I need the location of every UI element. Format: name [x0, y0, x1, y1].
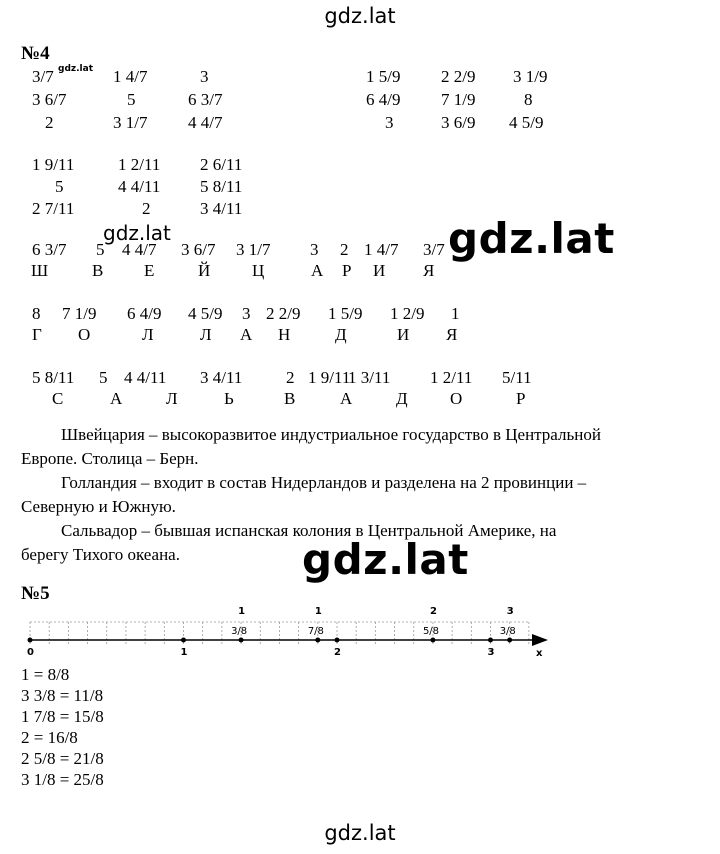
word-letter: А	[110, 389, 123, 408]
word-letter: Р	[342, 261, 352, 280]
watermark-bottom: gdz.lat	[324, 821, 396, 845]
grid-cell: 3/7	[32, 67, 54, 86]
word-number: 5	[99, 368, 108, 387]
word-number: 2	[340, 240, 349, 259]
word-letter: О	[78, 325, 91, 344]
grid-cell: 2 6/11	[200, 155, 243, 174]
word-number: 4 4/7	[122, 240, 157, 259]
equation: 3 1/8 = 25/8	[21, 770, 104, 789]
task5-title: №5	[21, 583, 50, 604]
axis-tick-label: 1	[180, 647, 188, 658]
word-number: 4 5/9	[188, 304, 223, 323]
grid-cell: 3 6/7	[32, 90, 67, 109]
axis-tick-point	[488, 638, 493, 643]
paragraph-line: Сальвадор – бывшая испанская колония в Центральной Америке, на	[61, 521, 557, 540]
word-number: 6 4/9	[127, 304, 162, 323]
axis-tick-point	[335, 638, 340, 643]
equation: 1 7/8 = 15/8	[21, 707, 104, 726]
word-number: 6 3/7	[32, 240, 67, 259]
axis-mark-point	[239, 638, 244, 643]
word-number: 5 8/11	[32, 368, 75, 387]
word-number: 2 2/9	[266, 304, 301, 323]
word-number: 3	[310, 240, 319, 259]
axis-tick-point	[181, 638, 186, 643]
grid-cell: 1 5/9	[366, 67, 401, 86]
axis-tick-label: 0	[27, 647, 34, 658]
number-line	[0, 600, 720, 660]
axis-mark-fraction: 3/8	[499, 626, 516, 637]
word-letter: В	[92, 261, 104, 280]
grid-cell: 3	[385, 113, 394, 132]
word-number: 8	[32, 304, 41, 323]
word-letter: Л	[200, 325, 213, 344]
axis-mark-fraction: 3/8	[231, 626, 248, 637]
axis-mark-whole: 2	[429, 606, 437, 617]
axis-mark-whole: 1	[238, 606, 246, 617]
grid-cell: 4 4/11	[118, 177, 161, 196]
word-number: 3 6/7	[181, 240, 216, 259]
grid-cell: 1 9/11	[32, 155, 75, 174]
axis-mark-whole: 1	[314, 606, 322, 617]
word-letter: А	[340, 389, 353, 408]
word-number: 1 3/11	[348, 368, 391, 387]
word-number: 1 5/9	[328, 304, 363, 323]
watermark-tiny: gdz.lat	[58, 64, 94, 74]
word-number: 3	[242, 304, 251, 323]
word-letter: Л	[142, 325, 155, 344]
axis-mark-fraction: 7/8	[307, 626, 324, 637]
word-letter: Н	[278, 325, 291, 344]
axis-mark-point	[430, 638, 435, 643]
word-number: 2	[286, 368, 295, 387]
axis-arrow	[532, 634, 548, 646]
word-number: 1 9/11	[308, 368, 351, 387]
grid-cell: 3 4/11	[200, 199, 243, 218]
word-letter: Е	[144, 261, 155, 280]
axis-x-label: x	[536, 648, 543, 659]
word-letter: Г	[32, 325, 43, 344]
grid-cell: 3 6/9	[441, 113, 476, 132]
grid-cell: 3 1/7	[113, 113, 148, 132]
word-letter: Д	[335, 325, 348, 344]
grid-cell: 6 4/9	[366, 90, 401, 109]
axis-tick-label: 3	[487, 647, 495, 658]
grid-cell: 3 1/9	[513, 67, 548, 86]
word-letter: Ц	[252, 261, 265, 280]
word-letter: И	[397, 325, 410, 344]
grid-cell: 1 2/11	[118, 155, 161, 174]
word-letter: А	[240, 325, 253, 344]
word-number: 1 4/7	[364, 240, 399, 259]
word-letter: С	[52, 389, 64, 408]
axis-mark-point	[507, 638, 512, 643]
axis-tick-point	[28, 638, 33, 643]
word-number: 4 4/11	[124, 368, 167, 387]
grid-cell: 5	[127, 90, 136, 109]
task4-title: №4	[21, 43, 50, 64]
word-number: 1 2/11	[430, 368, 473, 387]
axis-mark-point	[315, 638, 320, 643]
equation: 3 3/8 = 11/8	[21, 686, 104, 705]
equation: 2 5/8 = 21/8	[21, 749, 104, 768]
word-letter: Я	[423, 261, 435, 280]
watermark-center: gdz.lat	[302, 535, 469, 584]
grid-cell: 3	[200, 67, 209, 86]
word-number: 1 2/9	[390, 304, 425, 323]
word-letter: Ш	[31, 261, 49, 280]
watermark-top: gdz.lat	[324, 4, 396, 28]
axis-mark-fraction: 5/8	[422, 626, 440, 637]
grid-cell: 4 5/9	[509, 113, 544, 132]
paragraph-line: Северную и Южную.	[21, 497, 176, 516]
grid-cell: 7 1/9	[441, 90, 476, 109]
word-number: 7 1/9	[62, 304, 97, 323]
word-number: 5	[96, 240, 105, 259]
paragraph-line: берегу Тихого океана.	[21, 545, 180, 564]
word-letter: Й	[198, 261, 211, 280]
grid-cell: 2	[45, 113, 54, 132]
word-letter: Д	[396, 389, 409, 408]
axis-mark-whole: 3	[506, 606, 514, 617]
paragraph-line: Голландия – входит в состав Нидерландов и разделена на 2 провинции –	[61, 473, 587, 492]
grid-cell: 8	[524, 90, 533, 109]
word-letter: А	[311, 261, 324, 280]
axis-tick-label: 2	[334, 647, 341, 658]
word-letter: О	[450, 389, 463, 408]
grid-cell: 2	[142, 199, 151, 218]
paragraph-line: Европе. Столица – Берн.	[21, 449, 199, 468]
word-letter: Р	[516, 389, 526, 408]
grid-cell: 2 2/9	[441, 67, 476, 86]
word-number: 3/7	[423, 240, 445, 259]
word-letter: Л	[166, 389, 179, 408]
word-number: 3 1/7	[236, 240, 271, 259]
watermark-big: gdz.lat	[448, 214, 615, 263]
grid-cell: 5 8/11	[200, 177, 243, 196]
grid-cell: 2 7/11	[32, 199, 75, 218]
word-letter: Я	[446, 325, 458, 344]
grid-cell: 4 4/7	[188, 113, 223, 132]
equation: 2 = 16/8	[21, 728, 78, 747]
paragraph-line: Швейцария – высокоразвитое индустриальное государство в Центральной	[61, 425, 601, 444]
word-number: 5/11	[502, 368, 532, 387]
watermark-small: gdz.lat	[103, 221, 171, 245]
grid-cell: 6 3/7	[188, 90, 223, 109]
word-number: 1	[451, 304, 460, 323]
word-letter: И	[373, 261, 386, 280]
equation: 1 = 8/8	[21, 665, 70, 684]
word-letter: В	[284, 389, 296, 408]
grid-cell: 1 4/7	[113, 67, 148, 86]
word-number: 3 4/11	[200, 368, 243, 387]
grid-cell: 5	[55, 177, 64, 196]
word-letter: Ь	[224, 389, 235, 408]
axis-marks	[231, 606, 516, 643]
